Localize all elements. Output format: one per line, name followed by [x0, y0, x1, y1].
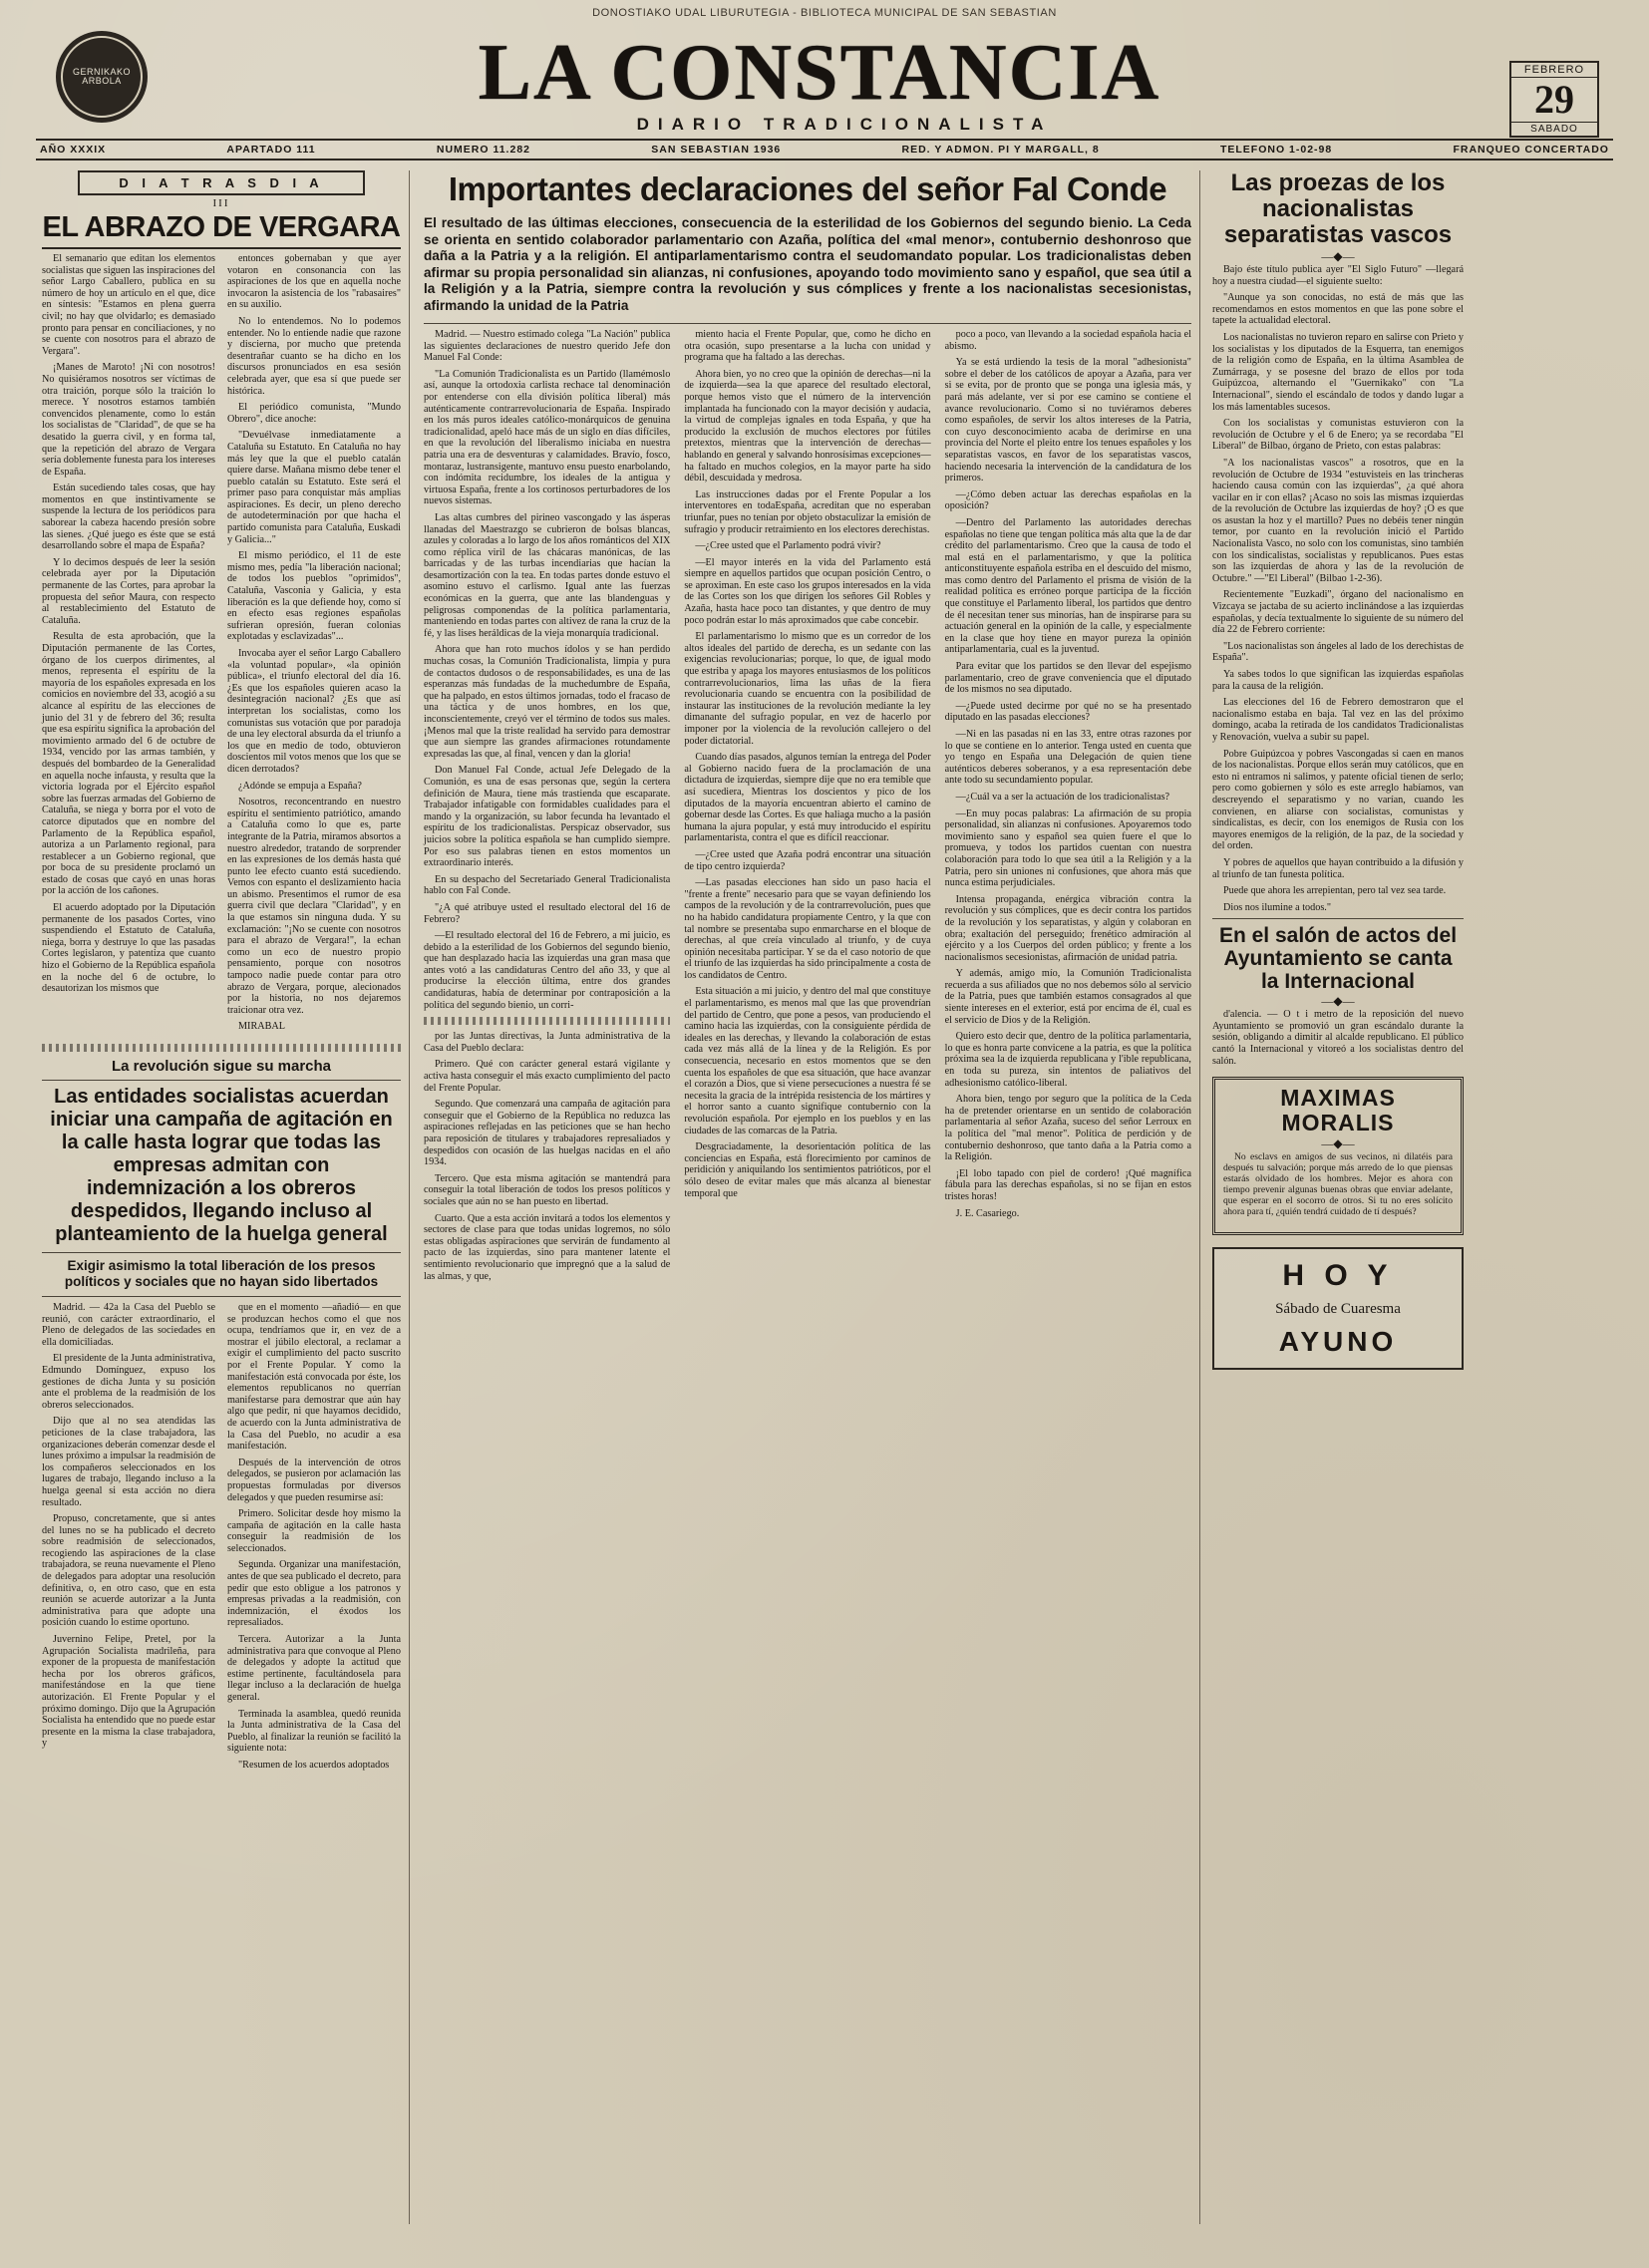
paragraph: Juvernino Felipe, Pretel, por la Agrupación Socialista madrileña, para exponer de la propuesta de manifestación hecha por los obreros gráficos, manifestándose en la que tiene autorización. El Frente Popular y el próximo domingo. Dijo que la Agrupación Socialista ha entendido que no puede estar presente en la misma la clase trabajadora, y — [42, 1634, 215, 1750]
paragraph: —¿Cómo deben actuar las derechas españolas en la oposición? — [944, 488, 1191, 512]
paragraph: Invocaba ayer el señor Largo Caballero «la voluntad popular», «la opinión pública», el triunfo electoral del día 16. ¿Es que los españoles quieren acaso la desintegración nacional? ¿Es que así interpretan los socialistas, como los comunistas sus votación que por paradoja de una ley electoral absurda da el triunfo a los que en medio de todo, obtuvieron doscientos mil votos menos que los que se dicen derrotados? — [227, 648, 401, 775]
paragraph: "Aunque ya son conocidas, no está de más que las recomendamos en estos momentos en que las pone sobre el tapete la actualidad electoral. — [1212, 292, 1464, 327]
paragraph: Don Manuel Fal Conde, actual Jefe Delegado de la Comunión, es una de esas personas que, según la certera definición de Maura, tiene más trastienda que escaparate. Trabajador infatigable con formidables cualidades para el mando y la organización, su labor fecunda ha levantado el espíritu de los tradicionalistas. Perspicaz observador, sus juicios sobre la política española se han cumplido siempre. Por eso sus palabras tienen en estos momentos un extraordinario interés. — [424, 765, 671, 869]
hoy-subtitle: Sábado de Cuaresma — [1275, 1301, 1401, 1318]
article1-col-b — [227, 253, 401, 1038]
hoy-action: AYUNO — [1278, 1326, 1398, 1358]
library-stamp-line: DONOSTIAKO UDAL LIBURUTEGIA - BIBLIOTECA MUNICIPAL DE SAN SEBASTIAN — [592, 7, 1057, 19]
paragraph: miento hacia el Frente Popular, que, como he dicho en otra ocasión, supo presentarse a la lucha con unidad y programa que ha faltado a las derechas. — [684, 329, 931, 364]
lead-paragraph: El resultado de las últimas elecciones, consecuencia de la esterilidad de los Gobiernos del segundo bienio. La Ceda se orienta en sentido colaborador parlamentario con Azaña, política del «mal menor», contubernio deshonroso que daña a la Patria y a la religión. El antiparlamentarismo contra el seudomandato popular. Los tradicionalistas deben afirmar su propia personalidad sin alianzas, ni confusiones, apoyando todo movimiento sano y español, que sea útil a la Religión y a la Patria, siempre contra la revolución y sus cómplices y frente a los nacionalistas secesionistas, afirmando la unidad de la Patria — [424, 215, 1191, 313]
headline-entidades-socialistas: Las entidades socialistas acuerdan iniciar una campaña de agitación en la calle hasta lograr que todas las empresas admitan con indemnización a los obreros despedidos, llegando incluso al planteamiento de la huelga general — [50, 1086, 393, 1245]
paragraph: J. E. Casariego. — [955, 1207, 1020, 1219]
paragraph: Madrid. — 42a la Casa del Pueblo se reunió, con carácter extraordinario, el Pleno de delegados de las sociedades en ella domiciliadas. — [42, 1302, 215, 1348]
paragraph: Esta situación a mi juicio, y dentro del mal que constituye el parlamentarismo, es menos mal que las que provendrían del partido de Centro, que pone a pesos, van produciendo el camino hacia las izquierdas, con la consiguiente pérdida de ideales en las derechas, y llevando la colaboración de estas cada vez más allá de la línea y de la Religión. Es por consecuencia, necesario en estos momentos que se den cuenta los españoles de que esa situación, que hace avanzar el corazón a Dios, que si viene persecuciones a nuestra fé se necesita la gracia de la intrépida resistencia de los mártires y el horror santo a cuanto signifique contubernio con la revolución española. Por ejemplo en los pueblos y en las ciudades de las comarcas de la Patria. — [684, 986, 931, 1136]
paragraph: El presidente de la Junta administrativa, Edmundo Domínguez, expuso los gestiones de dicha Junta y su posición ante el problema de la readmisión de los obreros seleccionados. — [42, 1353, 215, 1411]
paragraph: "A los nacionalistas vascos" a rosotros, que en la revolución de Octubre de 1934 "estuvisteis en las trincheras haciendo causa común con las izquierdas", ¿a qué ahora vacilar en ir con ellas? ¡Acaso no sois las mismas izquierdas de la revolución de Octubre las izquierdas de hoy? ¡O es que os asustan la hoz y el martillo? Pues no debéis tener ningún temor, por cuanto en la revolución inició el Partido Nacionalista Vasco, no solo con los comunistas, sino también con los sindicalistas, socialistas y republicanos. Pues estas son las izquierdas de ahora y las de la revolución de Octubre." —"El Liberal" (Bilbao 1-2-36). — [1212, 457, 1464, 584]
ornament-dash: —◆— — [1321, 994, 1355, 1009]
paragraph: Dios nos ilumine a todos." — [1223, 901, 1332, 913]
paragraph: —Las pasadas elecciones han sido un paso hacia el "frente a frente" necesario para que se vayan definiendo los campos de la revolución y de la contrarrevolución, pues que no ha habido candidatura propiamente Centro, y la que con tal nombre se presentaba supo enmarcharse en el bloque de derechas, al que creía vinculado al triunfo, y de cuya opinión necesitaba participar. Y se da el caso notorio de que el triunfo de las izquierdas ha sido principalmente a costa de los candidatos de Centro. — [684, 877, 931, 981]
paragraph: Segundo. Que comenzará una campaña de agitación para conseguir que el Gobierno de la República no reduzca las aspiraciones reflejadas en las peticiones que se han hecho para reposición de titulares y trabajadores represaliados y despedidos con ocasión de las huelgas nacidas en el año 1934. — [424, 1099, 671, 1168]
paragraph: El periódico comunista, "Mundo Obrero", dice anoche: — [227, 402, 401, 425]
paragraph: Las elecciones del 16 de Febrero demostraron que el nacionalismo estaba en baja. Tal vez en las del próximo domingo, acaba la retirada de los candidatos Tradicionalistas y Renovación, vuelva a subir su papel. — [1212, 697, 1464, 743]
paragraph: No lo entendemos. No lo podemos entender. No lo entiende nadie que razone y discierna, por mucho que pretenda desentrañar cuanto se ha dicho en los discursos pronunciados en esa sesión celebrada ayer, que esa sí que puede ser histórica. — [227, 315, 401, 397]
date-weekday: SABADO — [1511, 122, 1597, 136]
paragraph: "Resumen de los acuerdos adoptados — [238, 1759, 390, 1771]
paragraph: Con los socialistas y comunistas estuvieron con la revolución de Octubre y el 6 de Enero; ya se recordaba "El Liberal" de Bilbao, órgano de Prieto, con estas palabras: — [1212, 418, 1464, 453]
article1-col-a — [42, 253, 215, 1038]
headline-internacional-ayuntamiento: En el salón de actos del Ayuntamiento se canta la Internacional — [1218, 924, 1458, 994]
column-left — [34, 170, 410, 2224]
paragraph: Primero. Qué con carácter general estará vigilante y activa hasta conseguir el más exacto cumplimiento del pacto del Frente Popular. — [424, 1059, 671, 1094]
ornament: III — [212, 197, 230, 209]
crest-logo — [56, 31, 148, 123]
info-year: AÑO XXXIX — [40, 144, 107, 156]
paragraph: Ya se está urdiendo la tesis de la moral "adhesionista" sobre el deber de los católicos de apoyar a Azaña, para ver si se evita, por de pronto que se ponga una iglesia más, y pará más adelante, ver si por ese camino se contiene el avance revolucionario. Como si no tuviéramos deberes como españoles, de servir los altos intereses de la Patria, con cuyo desconocimiento acaba de derimirse en una provincia del Norte el pleito entre los tenues españoles y los separatistas vascos, en favor de los separatistas vascos, haciendo necesaria la intervención de la candidatura de los primeros. — [944, 357, 1191, 485]
paragraph: El acuerdo adoptado por la Diputación permanente de los pasados Cortes, vino suspendiendo el Estatuto de Cataluña, niega, borra y destruye lo que las pasadas Cortes legislaron, y patentiza que cuanto hizo el Gobierno de la República española en la noche del 6 de octubre, lo desautorizan los mismos que — [42, 902, 215, 995]
paragraph: Primero. Solicitar desde hoy mismo la campaña de agitación en la calle hasta conseguir la readmisión de los seleccionados. — [227, 1508, 401, 1554]
masthead — [36, 25, 1613, 135]
paragraph: Ya sabes todos lo que significan las izquierdas españolas para la causa de la religión. — [1212, 669, 1464, 692]
kicker-revolucion: La revolución sigue su marcha — [111, 1058, 332, 1075]
divider — [42, 1080, 401, 1081]
paragraph: Cuarto. Que a esta acción invitará a todos los elementos y sectores de clase para que todas unidas logremos, no sólo estas obligadas aspiraciones que servirán de fundamento al pacto de las izquierdas, sino para mantener latente el sentimiento revolucionario que impregnó que a la salud de las almas, y que, — [424, 1212, 671, 1282]
paragraph: —Dentro del Parlamento las autoridades derechas españolas no tiene que tengan política más alta que la de dar crédito del parlamentarismo. Creo que la causa de todo el mal está en el parlamentarismo, y que la política anticonstituyente española estriba en el descuido del mismo, mas como dentro del Parlamento el prisma de visión de la realidad política es erróneo porque participa de la ficción que constituye el Parlamento liberal, los partidos que dentro de él necesitan tener sus minorías, han de inspirarse para su actuación general en la opinión de la calle, y especialmente en la clase que hoy tiene en mayor pureza la opinión antiparlamentaria, cual es la juventud. — [944, 516, 1191, 656]
paragraph: Están sucediendo tales cosas, que hay momentos en que instintivamente se suspende la lectura de los periódicos para saborear la cabeza hacendo presión sobre las sienes. ¿Qué juego es éste que se está desarrollando sobre el mapa de España? — [42, 483, 215, 552]
paragraph: Dijo que al no sea atendidas las peticiones de la clase trabajadora, las organizaciones deberán comenzar desde el lunes próximo a impulsar la readmisión de los compañeros seleccionados en los lugares de trabajo, llegando incluso a la huelga geenal si esta acción no diera resultado. — [42, 1416, 215, 1508]
section-label-dia-tras-dia: D I A T R A S D I A — [78, 170, 365, 195]
paragraph: Tercera. Autorizar a la Junta administrativa para que convoque al Pleno de delegados y adopte la actitud que estime pertinente, facultándosela para llegar incluso a la declaración de huelga general. — [227, 1634, 401, 1703]
falconde-col-1 — [424, 329, 670, 1287]
ornament-dash: —◆— — [1321, 249, 1355, 263]
paragraph: MIRABAL — [238, 1021, 285, 1033]
column-center — [410, 170, 1200, 2224]
divider — [42, 1252, 401, 1253]
paragraph: —¿Cuál va a ser la actuación de los tradicionalistas? — [955, 791, 1170, 803]
paragraph: Nosotros, reconcentrando en nuestro espíritu el sentimiento patriótico, amando a Cataluña como lo que es, parte integrante de la Patria, miramos absortos a nuestro alrededor, tratando de sorprender en las expresiones de los demás hasta qué punto lee efecto cuanto está sucediendo. Vemos con espanto el deslizamiento hacia un abismo. Presentimos el rumor de esa guerra civil que declara "Claridad", y en la que estamos sin ninguna duda. Y su exclamación: "¡No se cuente con nosotros para el abrazo de Vergara!", la echan como un eco de nuestro propio pensamiento, porque con nosotros tampoco nadie puede contar para otro abrazo de Vergara, porque, alecionados por la historia, no nos dejaremos traicionar otra vez. — [227, 797, 401, 1016]
article2-col-a — [42, 1302, 215, 1777]
paragraph: Ahora bien, tengo por seguro que la política de la Ceda ha de pretender orientarse en un sentido de colaboración parlamentaria al señor Azaña, suceso del señor Lerroux en la política del "mal menor". Política de perdición y de contubernio deshonroso, que tanto daña a la Patria como a la Religión. — [944, 1094, 1191, 1163]
paragraph: Puede que ahora les arrepientan, pero tal vez sea tarde. — [1223, 885, 1447, 897]
paragraph: Para evitar que los partidos se den llevar del espejismo parlamentario, creo de grave conveniencia que el diputado de los mismos no sea diputado. — [944, 661, 1191, 696]
paragraph: Los nacionalistas no tuvieron reparo en salirse con Prieto y los socialistas y los diputados de la Esquerra, tan enemigos de la religión como de España, en la última Asamblea de Zumárraga, y se posesne del brazo de ellos por toda Guipúzcoa, alternando el "Guernikako" con "La Internacional", siendo el escándalo de todos y dando lugar a los más lamentables sucesos. — [1212, 331, 1464, 413]
headline-fal-conde: Importantes declaraciones del señor Fal Conde — [448, 170, 1167, 207]
paragraph: —El resultado electoral del 16 de Febrero, a mi juicio, es debido a la esterilidad de los Gobiernos del segundo bienio, que han desplazado hacia las izquierdas una gran masa que antes votó a las candidaturas Centro del año 33, y que al producirse la elección última, entre dos grandes candidaturas, había de determinar por contraposición a la política del segundo bienio, un corri- — [424, 930, 671, 1011]
info-number: NUMERO 11.282 — [436, 144, 530, 156]
date-box — [1509, 61, 1599, 138]
maximas-title-line2: MORALIS — [1281, 1110, 1395, 1136]
date-month: FEBRERO — [1511, 63, 1597, 78]
paragraph: En su despacho del Secretariado General Tradicionalista hablo con Fal Conde. — [424, 873, 671, 897]
maximas-morales-box — [1212, 1077, 1464, 1235]
article2-col-b — [227, 1302, 401, 1777]
paragraph: No esclavs en amigos de sus vecinos, ni dilatéis para después tu salvación; porque más arredo de lo que piensas estarás olvidado de los hombres. Mejor es ahora con tiempo prevenir algunas buenas obras que enviar adelante, que esperar en el socorro de otros. Si tu no eres solícito ahora para tí, ¿quién tendrá cuidado de tí después? — [1223, 1151, 1453, 1218]
paragraph: El semanario que editan los elementos socialistas que siguen las inspiraciones del señor Largo Caballero, publica en su número de hoy un artículo en el que, dice en síntesis: "Estamos en plena guerra civil; no hay que olvidarlo; es demasiado pronto para pensar en conciliaciones, y no se cuente con nosotros para el abrazo de Vergara". — [42, 253, 215, 357]
paragraph: Terminada la asamblea, quedó reunida la Junta administrativa de la Casa del Pueblo, al finalizar la reunión se facilitó la siguiente nota: — [227, 1708, 401, 1755]
paragraph: que en el momento —añadió— en que se produzcan hechos como el que nos ocupa, tendríamos que ir, en vez de a mostrar el júbilo electoral, a reclamar a exigir el cumplimiento del pacto suscrito por el Frente Popular. Y como la manifestación está convocada por éste, los elementos republicanos no querrían manifestarse para demostrar que aún hay algo que pedir, ni que hayamos decidido, de acuerdo con la Junta administrativa de la Casa del Pueblo, no acudir a esa manifestación. — [227, 1302, 401, 1453]
paragraph: Y pobres de aquellos que hayan contribuido a la difusión y al triunfo de tan funesta política. — [1212, 856, 1464, 880]
paragraph: Quiero esto decir que, dentro de la política parlamentaria, lo que es honra parte convicene a la patria, es que la política próxima sea la de izquierda republicana y l'ible republicana, en toda su pureza, sin intentos de paliativos del adhesionismo católico-liberal. — [944, 1031, 1191, 1089]
info-postage: FRANQUEO CONCERTADO — [1453, 144, 1609, 156]
newspaper-subtitle: DIARIO TRADICIONALISTA — [636, 115, 1053, 134]
paragraph: por las Juntas directivas, la Junta administrativa de la Casa del Pueblo declara: — [424, 1031, 671, 1054]
paragraph: Bajo éste título publica ayer "El Siglo Futuro" —llegará hoy a nuestra ciudad—el siguiente suelto: — [1212, 264, 1464, 287]
paragraph: "¿A qué atribuye usted el resultado electoral del 16 de Febrero? — [424, 901, 671, 925]
paragraph: "Devuélvase inmediatamente a Cataluña su Estatuto. En Cataluña no hay más ley que la que el pueblo catalán quiere darse. Mañana mismo debe tener el pueblo catalán su Estatuto. Este será el primer paso para conquistar más amplias aspiraciones. Es decir, un pleno derecho de autodeterminación por que hacha el partido comunista para Cataluña, Euskadi y Galicia..." — [227, 430, 401, 545]
divider — [42, 1296, 401, 1297]
divider — [424, 323, 1191, 324]
falconde-col-3 — [945, 329, 1191, 1287]
paragraph: Pobre Guipúzcoa y pobres Vascongadas si caen en manos de los nacionalistas. Porque ellos serán muy católicos, que en esto ni entramos ni salimos, y patente oficial tienen de serlo; pero como gobiernen y sólo es este arreglo habíamos, van descreyendo el separatismo y no varían, cuando les convienen, en aliarse con socialistas, comunistas y sindicalistas, es decir, con los enemigos de Rusia con los mayores enemigos de la religión, de la paz, de la sociedad y del orden. — [1212, 748, 1464, 852]
hoy-notice-box — [1212, 1247, 1464, 1370]
paragraph: —¿Puede usted decirme por qué no se ha presentado diputado en las pasadas elecciones? — [944, 700, 1191, 724]
paragraph: —En muy pocas palabras: La afirmación de su propia personalidad, sin alianzas ni confusiones. Apoyaremos todo movimiento sano y español sea quien fuere el que lo promueva, y todos los partidos cuentan con nuestra colaboración para todo lo que sea útil a la Religión y a la Patria, pero sin uniones ni confusiones, que ahora más que nunca estima perjudiciales. — [944, 808, 1191, 889]
paragraph: ¿Adónde se empuja a España? — [238, 780, 362, 792]
info-phone: TELEFONO 1-02-98 — [1219, 144, 1333, 156]
headline-abrazo-vergara: EL ABRAZO DE VERGARA — [42, 211, 401, 249]
paragraph: d'alencia. — O t i metro de la reposición del nuevo Ayuntamiento se promovió un gran escándalo durante la sesión, obligando a dimitir al alcalde republicano. El público cantó la Internacional y vitoreó a los socialistas dentro del salón. — [1212, 1009, 1464, 1067]
paragraph: El parlamentarismo lo mismo que es un corredor de los altos ideales del partido de derecha, es un sedante con las exigencias revolucionarias; porque, lo que, de igual modo que estriba y apaga los mayores entusiasmos de los políticos contrarrevolucionarios, lima las uñas de la fiera revolucionaria cuando se encuentra con la posibilidad de instaurar las instituciones de la revolución mediante la ley dimanante del sufragio popular, en vez de hacerlo por imponer por la violencia de la revolución callejero o del poder dictatorial. — [684, 631, 931, 747]
paragraph: poco a poco, van llevando a la sociedad española hacia el abismo. — [944, 329, 1191, 352]
paragraph: El mismo periódico, el 11 de este mismo mes, pedía "la liberación nacional; de todos los pueblos "oprimidos", Cataluña, Vasconia y Galicia, y esta liberación es la que defiende hoy, como sí en efecto esas regiones españolas sufrieran opresión, fueran colonias explotadas y esclavizadas"... — [227, 550, 401, 643]
paragraph: Ahora que han roto muchos ídolos y se han perdido muchas cosas, la Comunión Tradicionalista, limpia y pura de contactos dudosos o de responsabilidades, es una de las esperanzas más fundadas de la muchedumbre de España, que ha palpado, en estos últimos jornadas, todo el fracaso de una táctica y de unos hombres, en los que, inconscientemente, creyó ver el término de todos sus males. ¡Menos mal que la triste realidad ha servido para demostrar que aun siempre las grandes afirmaciones rotundamente expresadas las que, al final, vencen y dan la gloria! — [424, 644, 671, 760]
paragraph: —¿Cree usted que Azaña podrá encontrar una situación de tipo centro izquierda? — [684, 848, 931, 872]
paragraph: —El mayor interés en la vida del Parlamento está siempre en aquellos partidos que ocupan posición Centro, o se aproximan. En este caso los grupos interesados en la vida de las Cortes son los que dirigen los señores Gil Robles y Azaña, hasta hace poco tan distantes, y que dentro de muy poco podrán estar lo más aproximados que cabe concebir. — [684, 556, 931, 626]
falconde-col-2 — [684, 329, 930, 1287]
date-day: 29 — [1534, 77, 1574, 122]
paragraph: Intensa propaganda, enérgica vibración contra la revolución y sus cómplices, que es decir contra los partidos de la revolución y los separatistas, y algún y colaboran en obra; exaltación del perseguido; frenético admiración al ejército y a los Cuerpos del orden público; y frente a los nacionalismos secesionistas, afirmación de unidad patria. — [944, 893, 1191, 963]
paragraph: Tercero. Que esta misma agitación se mantendrá para conseguir la total liberación de todos los presos políticos y sociales que aún no se han puesto en libertad. — [424, 1172, 671, 1207]
crest-inner-text: GERNIKAKO ARBOLA — [61, 36, 143, 118]
newspaper-title: LA CONSTANCIA — [478, 29, 1161, 117]
decorative-wave-rule — [42, 1044, 401, 1052]
info-apartado: APARTADO 111 — [226, 144, 316, 156]
paragraph: Recientemente "Euzkadi", órgano del nacionalismo en Vizcaya se jactaba de su acierto inclinándose a las izquierdas españolas, y decía textualmente lo siguiente de su número del día 22 de Febrero corriente: — [1212, 589, 1464, 636]
headline-proezas-nacionalistas: Las proezas de los nacionalistas separatistas vascos — [1223, 169, 1453, 248]
paragraph: —¿Cree usted que el Parlamento podrá vivir? — [695, 540, 881, 552]
divider — [1212, 918, 1464, 919]
paragraph: ¡Manes de Maroto! ¡Ni con nosotros! No quisiéramos nosotros ser víctimas de otra traición, porque sólo la traición lo merece. Y nosotros estamos también convencidos plenamente, como lo están los socialistas de "Claridad", de que se ha desatido la guerra civil, y en forma tal, que la repetición del abrazo de Vergara sería doblemente funesta para los intereses de España. — [42, 362, 215, 478]
paragraph: Y lo decimos después de leer la sesión celebrada ayer por la Diputación permanente de las Cortes, para aprobar la propuesta del señor Maura, con respecto al restablecimiento del Estatuto de Cataluña. — [42, 556, 215, 626]
decorative-wave-rule — [424, 1017, 670, 1025]
info-place: SAN SEBASTIAN 1936 — [651, 144, 782, 156]
ornament-dash: —◆— — [1321, 1136, 1355, 1151]
paragraph: Propuso, concretamente, que si antes del lunes no se ha publicado el decreto sobre readmisión de seleccionados, recogiendo las aspiraciones de la clase trabajadora, se reuna nuevamente el Pleno de delegados para adoptar una resolución definitiva, o, en otro caso, que en esta reunión se acuerde autorizar a la Junta administrativa para que adopte una posición cuando lo estime oportuno. — [42, 1513, 215, 1629]
paragraph: Resulta de esta aprobación, que la Diputación permanente de las Cortes, órgano de los cuerpos dirimentes, al menos, representa el espíritu de la mayoría de los españoles expresada en los comicios en noviembre del 33, acogió a su alcance al espíritu de las elecciones de junio del 31 y de febrero del 36; resulta que esa espíritu significa la aprobación del movimiento armado del 6 de octubre de 1934, vencido por las armas también, y después del bombardeo de la Generalidad en aquella noche infausta, y resulta que la victoria lograda por el Ejército español sobre las fuerzas armadas del Gobierno de Cataluña, se niega y borra por el voto de catorce diputados que en nombre del Parlamento de la República español, autoriza a un Parlamento regional, para restablecer a un Gobierno regional, que por boca de su presidente proclamó un estado de cosas que cayó en unas horas por la acción de los cañones. — [42, 631, 215, 897]
paragraph: Cuando días pasados, algunos temían la entrega del Poder al Gobierno nacido fuera de la proclamación de una dictadura de izquierdas, siempre dije que no era temible que así sucediera, Mientras los doscientos y pico de los diputados de la mayoría encuentran abierto el camino de gobernar desde las Cortes. Es que haliaga mucho a la pasión humana la ajura popular, y está muy introducido el espíritu parlamentarista, contra el que es difícil reaccionar. — [684, 752, 931, 844]
paragraph: Las altas cumbres del pirineo vascongado y las ásperas llanadas del Maestrazgo se cubrieron de bolsas blancas, azules y coloradas a lo largo de los años románticos del XIX como réplica viril de las chácaras manónicas, de las barricadas y de las turbas incendiarias que hacían la desamortización con la tea. En todas partes donde estuvo el asomino estuvo el carlismo. Igual ante las fuerzas económicas en la guerra, que ante las blandenguas y peligrosas componendas de la política parlamentaria, manteniendo en todas partes con altivez de rana la cruz de la fé, y las lises heráldicas de la vieja monarquía tradicional. — [424, 511, 671, 639]
subheadline-presos: Exigir asimismo la total liberación de los presos políticos y sociales que no hayan sido libertados — [64, 1258, 379, 1289]
paragraph: Segunda. Organizar una manifestación, antes de que sea publicado el decreto, para pedir que esto obligue a los patronos y empresas privadas a la readmisión, con indemnización, el éxodos los represaliados. — [227, 1559, 401, 1629]
paragraph: Ahora bien, yo no creo que la opinión de derechas—ni la de izquierda—sea la que aparece del resultado electoral, porque hemos visto que el número de la intervención implantada ha funcionado con la mayor decisión y audacia, la virtud de complejas ignales en toda España, y que ha producido la exclusión de muchos electores por fútiles pretextos, mientras que la intervención de derechas—hablando en general y salvando honrosísimas excepciones—ha faltado en muchos colegios, en la mayor parte ha sido débil, descuidada y medrosa. — [684, 368, 931, 485]
paragraph: —Ni en las pasadas ni en las 33, entre otras razones por lo que se contiene en lo anterior. Tenga usted en cuenta que yo tengo en España una Delegación de quien tiene auténticos deberes soberanos, y a esa representación debe ante todo su secundamiento popular. — [944, 729, 1191, 787]
column-right — [1200, 170, 1472, 2224]
paragraph: ¡El lobo tapado con piel de cordero! ¡Qué magnífica fábula para las derechas españolas, si no se fijan en estos tristes horas! — [944, 1167, 1191, 1202]
hoy-title: H O Y — [1282, 1259, 1394, 1293]
maximas-title-line1: MAXIMAS — [1280, 1085, 1396, 1112]
paragraph: "La Comunión Tradicionalista es un Partido (llamémoslo así, aunque la ortodoxia carlista rechace tal denominación por entenderse con ella división política liberal) más auténticamente contrarrevolucionaria de España. Inspirado en los más puros ideales católico-monárquicos de genuina tradicionalidad, apeló hace más de un siglo en días difíciles, en que la revolución del liberalismo iniciaba en nuestra patria una era de desventuras y calamidades. Bravío, fosco, montaraz, lustransigente, mantuvo ensu puesto enarbolando, con indómita recidumbre, los ideales de la antigua y virtuosa España, frente a los cortinosos perturbadores de los nuevos sistemas. — [424, 368, 671, 507]
paragraph: entonces gobernaban y que ayer votaron en consonancia con las aspiraciones de los que en aquella noche invocaron la asistencia de los "rabasaires" en su auxilio. — [227, 253, 401, 311]
paragraph: Después de la intervención de otros delegados, se pusieron por aclamación las propuestas formuladas por diversos delegados y que pueden resumirse así: — [227, 1457, 401, 1503]
info-address: RED. Y ADMON. PI Y MARGALL, 8 — [901, 144, 1100, 156]
info-bar — [36, 141, 1613, 161]
paragraph: Y además, amigo mío, la Comunión Tradicionalista recuerda a sus afiliados que no nos debemos sólo al servicio de la Patria, pues que también estamos consagrados al que siente intereses en el exterior, está por encima de él, cual es el servicio de Dios y de la Religión. — [944, 968, 1191, 1026]
paragraph: Desgraciadamente, la desorientación política de las conciencias en España, está florecimiento por caminos de peridición y aniquilando los sentimientos patrióticos, por el sólo deseo de evitar males que más alcanza al bienestar temporal que — [684, 1141, 931, 1199]
paragraph: "Los nacionalistas son ángeles al lado de los derechistas de España". — [1212, 640, 1464, 664]
paragraph: Madrid. — Nuestro estimado colega "La Nación" publica las siguientes declaraciones de nuestro querido Jefe don Manuel Fal Conde: — [424, 329, 671, 364]
paragraph: Las instrucciones dadas por el Frente Popular a los interventores en todaEspaña, acreditan que no esperaban triunfar, pues no tenían por objeto obstaculizar la emisión de sufragio y producir retraimiento en los electores derechistas. — [684, 488, 931, 535]
